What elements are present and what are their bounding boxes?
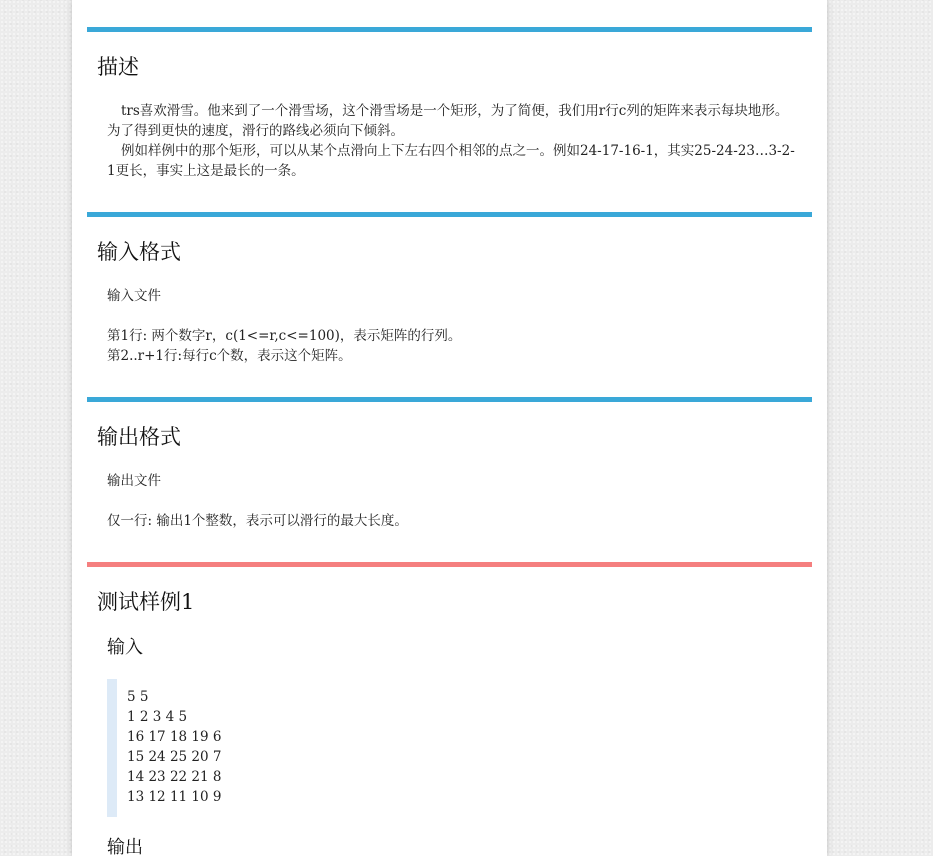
- sample-input-line: 13 12 11 10 9: [127, 789, 222, 805]
- sample-input-line: 16 17 18 19 6: [127, 729, 222, 745]
- sample-output-label: 输出: [107, 837, 143, 856]
- input-format-line-1: 输入文件: [107, 288, 161, 304]
- output-format-line-1: 输出文件: [107, 473, 161, 489]
- sample-divider: [87, 562, 812, 567]
- section-divider: [87, 27, 812, 32]
- input-format-title: 输入格式: [97, 240, 181, 264]
- description-section: [87, 27, 812, 202]
- description-title: 描述: [97, 55, 139, 79]
- sample-input-line: 15 24 25 20 7: [127, 749, 222, 765]
- sample-section: [87, 562, 812, 856]
- description-paragraph-1: trs喜欢滑雪。他来到了一个滑雪场，这个滑雪场是一个矩形，为了简便，我们用r行c列的矩阵来表示每块地形。为了得到更快的速度，滑行的路线必须向下倾斜。: [107, 103, 789, 139]
- sample-title: 测试样例1: [97, 590, 195, 614]
- sample-input-line: 1 2 3 4 5: [127, 709, 188, 725]
- description-paragraph-2: 例如样例中的那个矩形，可以从某个点滑向上下左右四个相邻的点之一。例如24-17-16-1，其实25-24-23…3-2-1更长，事实上这是最长的一条。: [107, 143, 795, 179]
- sample-input-line: 5 5: [127, 689, 149, 705]
- section-divider: [87, 397, 812, 402]
- section-divider: [87, 212, 812, 217]
- sample-input-label: 输入: [107, 637, 143, 658]
- problem-page: [72, 0, 827, 856]
- sample-input-line: 14 23 22 21 8: [127, 769, 222, 785]
- output-format-section: [87, 397, 812, 547]
- output-format-title: 输出格式: [97, 425, 181, 449]
- input-format-line-2: 第1行: 两个数字r，c(1<=r,c<=100)，表示矩阵的行列。: [107, 328, 462, 344]
- sample-input-block: [107, 679, 807, 817]
- input-format-line-3: 第2..r+1行:每行c个数，表示这个矩阵。: [107, 348, 352, 364]
- input-format-section: [87, 212, 812, 387]
- output-format-line-2: 仅一行: 输出1个整数，表示可以滑行的最大长度。: [107, 513, 408, 529]
